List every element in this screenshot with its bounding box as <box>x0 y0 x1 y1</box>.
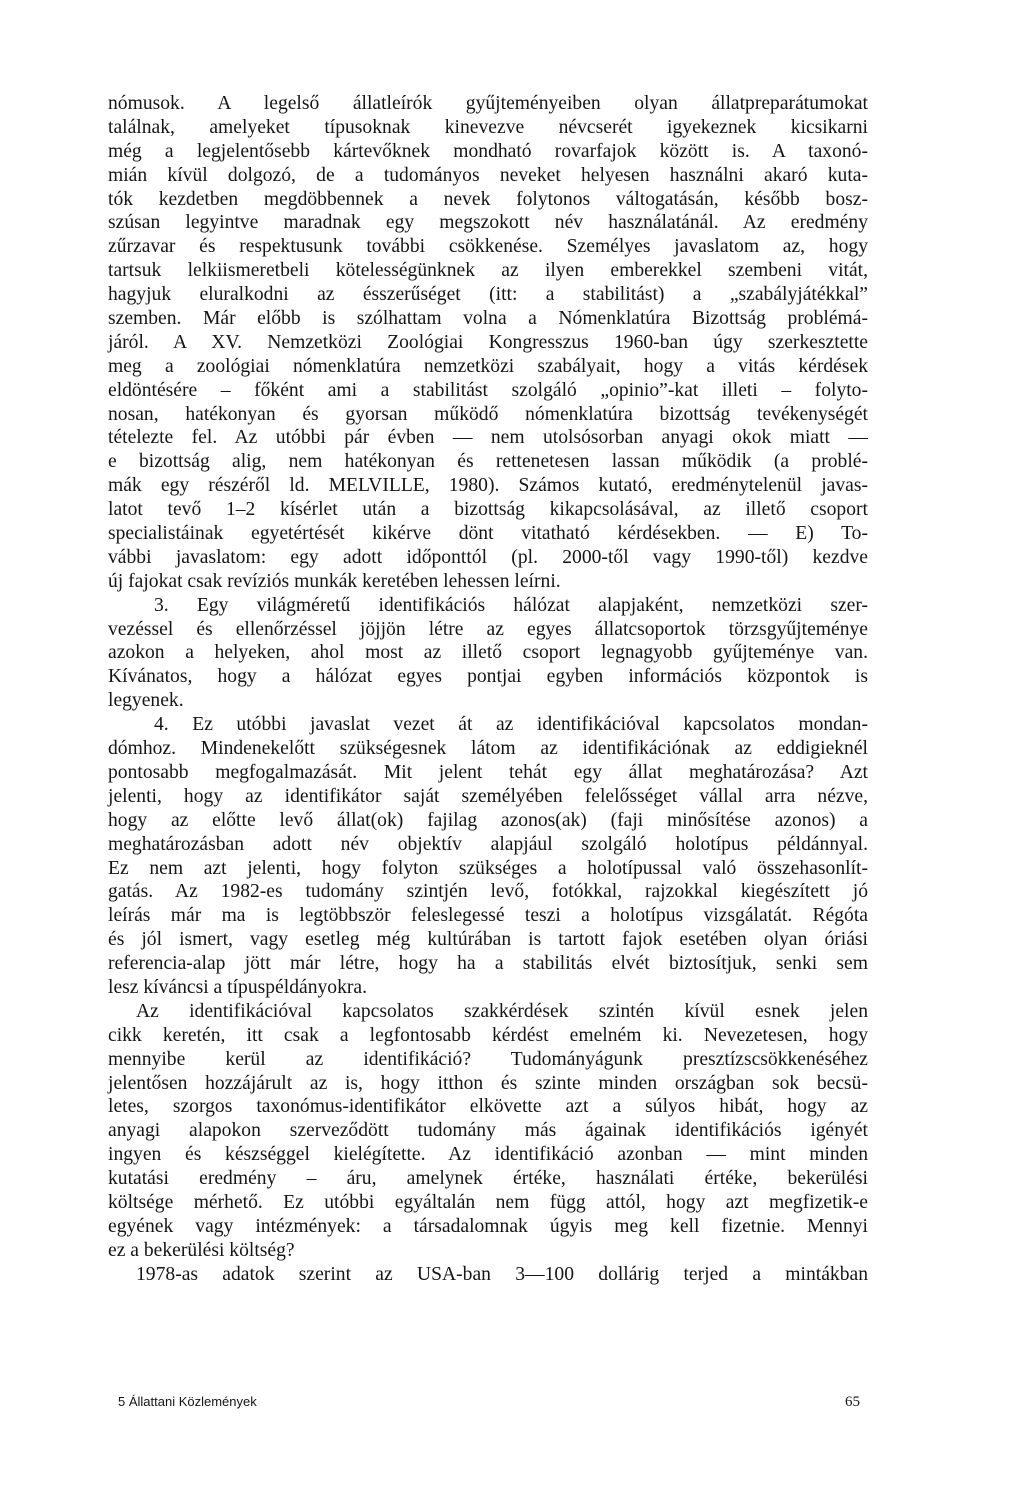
text-line: vábbi javaslatom: egy adott időponttól (pl. 2000-től vagy 1990-től) kezdve <box>108 546 868 568</box>
text-line: még a legjelentősebb kártevőknek mondható rovarfajok között is. A taxonó- <box>108 140 868 162</box>
text-line: letes, szorgos taxonómus-identifikátor elkövette azt a súlyos hibát, hogy az <box>108 1096 868 1118</box>
page-footer <box>118 1390 860 1414</box>
body-text <box>108 92 868 1287</box>
text-line: e bizottság alig, nem hatékonyan és rettenetesen lassan működik (a problé- <box>108 451 868 473</box>
text-line: mián kívül dolgozó, de a tudományos neveket helyesen használni akaró kuta- <box>108 164 868 186</box>
text-line: pontosabb megfogalmazását. Mit jelent tehát egy állat meghatározása? Azt <box>108 761 868 783</box>
text-line: szúsan legyintve maradnak egy megszokott név használatánál. Az eredmény <box>108 212 868 234</box>
text-line: 4. Ez utóbbi javaslat vezet át az identifikációval kapcsolatos mondan- <box>154 714 868 736</box>
text-line: tételezte fel. Az utóbbi pár évben — nem utolsósorban anyagi okok miatt — <box>108 427 868 449</box>
text-line: cikk keretén, itt csak a legfontosabb kérdést emelném ki. Nevezetesen, hogy <box>108 1024 868 1046</box>
text-line: mák egy részéről ld. MELVILLE, 1980). Számos kutató, eredménytelenül javas- <box>108 475 868 497</box>
text-line: nosan, hatékonyan és gyorsan működő nómenklatúra bizottság tevékenységét <box>108 403 868 425</box>
text-line: 1978-as adatok szerint az USA-ban 3—100 dollárig terjed a mintákban <box>136 1263 868 1285</box>
text-line: latot tevő 1–2 kísérlet után a bizottság kikapcsolásával, az illető csoport <box>108 499 868 521</box>
text-line: egyének vagy intézmények: a társadalomnak úgyis meg kell fizetnie. Mennyi <box>108 1215 868 1237</box>
text-line: leírás már ma is legtöbbször feleslegessé teszi a holotípus vizsgálatát. Régóta <box>108 905 868 927</box>
text-line: hogy az előtte levő állat(ok) fajilag azonos(ak) (faji minősítése azonos) a <box>108 809 868 831</box>
text-line: szemben. Már előbb is szólhattam volna a Nómenklatúra Bizottság problémá- <box>108 308 868 330</box>
text-line: új fajokat csak revíziós munkák keretében lehessen leírni. <box>108 570 561 592</box>
text-line: dómhoz. Mindenekelőtt szükségesnek látom az identifikációnak az eddigieknél <box>108 738 868 760</box>
text-line: ingyen és készséggel kielégítette. Az identifikáció azonban — mint minden <box>108 1144 868 1166</box>
text-line: jelentősen hozzájárult az is, hogy itthon és szinte minden országban sok becsü- <box>108 1072 868 1094</box>
text-line: referencia-alap jött már létre, hogy ha a stabilitás elvét biztosítjuk, senki sem <box>108 953 868 975</box>
text-line: kutatási eredmény – áru, amelynek értéke, használati értéke, bekerülési <box>108 1168 868 1190</box>
text-line: találnak, amelyeket típusoknak kinevezve névcserét igyekeznek kicsikarni <box>108 116 868 138</box>
text-line: eldöntésére – főként ami a stabilitást szolgáló „opinio”-kat illeti – folyto- <box>108 379 868 401</box>
text-line: nómusok. A legelső állatleírók gyűjteményeiben olyan állatpreparátumokat <box>108 93 868 114</box>
text-line: hagyjuk eluralkodni az ésszerűséget (itt: a stabilitást) a „szabályjátékkal” <box>108 284 868 306</box>
text-line: tartsuk lelkiismeretbeli kötelességünknek az ilyen emberekkel szembeni vitát, <box>108 260 868 282</box>
text-line: költsége mérhető. Ez utóbbi egyáltalán nem függ attól, hogy azt megfizetik-e <box>108 1191 868 1213</box>
text-line: mennyibe kerül az identifikáció? Tudományágunk presztízscsökkenéséhez <box>108 1048 868 1070</box>
signature-mark: 5 Állattani Közlemények <box>118 1394 257 1409</box>
text-line: gatás. Az 1982-es tudomány szintjén levő, fotókkal, rajzokkal kiegészített jó <box>108 881 868 903</box>
text-line: specialistáinak egyetértését kikérve dönt vitatható kérdésekben. — E) To- <box>108 523 868 545</box>
text-line: jelenti, hogy az identifikátor saját személyében felelősséget vállal arra nézve, <box>108 785 868 807</box>
text-line: zűrzavar és respektusunk további csökkenése. Személyes javaslatom az, hogy <box>108 236 868 258</box>
text-line: meg a zoológiai nómenklatúra nemzetközi szabályait, hogy a vitás kérdések <box>108 355 868 377</box>
text-line: járól. A XV. Nemzetközi Zoológiai Kongresszus 1960-ban úgy szerkesztette <box>108 331 868 353</box>
text-line: meghatározásban adott név objektív alapjául szolgáló holotípus példánnyal. <box>108 833 868 855</box>
text-line: Az identifikációval kapcsolatos szakkérdések szintén kívül esnek jelen <box>136 1000 868 1022</box>
text-line: és jól ismert, vagy esetleg még kultúrában is tartott fajok esetében olyan óriási <box>108 929 868 951</box>
text-line: tók kezdetben megdöbbennek a nevek folytonos váltogatásán, később bosz- <box>108 188 868 210</box>
text-line: anyagi alapokon szerveződött tudomány más ágainak identifikációs igényét <box>108 1120 868 1142</box>
text-line: Ez nem azt jelenti, hogy folyton szükséges a holotípussal való összehasonlít- <box>108 857 868 879</box>
text-line: azokon a helyeken, ahol most az illető csoport legnagyobb gyűjteménye van. <box>108 642 868 664</box>
text-line: lesz kíváncsi a típuspéldányokra. <box>108 976 367 998</box>
text-line: Kívánatos, hogy a hálózat egyes pontjai egyben információs központok is <box>108 666 868 688</box>
text-line: ez a bekerülési költség? <box>108 1239 295 1261</box>
text-line: vezéssel és ellenőrzéssel jöjjön létre az egyes állatcsoportok törzsgyűjteménye <box>108 618 868 640</box>
text-line: legyenek. <box>108 690 184 712</box>
text-line: 3. Egy világméretű identifikációs hálózat alapjaként, nemzetközi szer- <box>154 594 868 616</box>
page-number: 65 <box>845 1394 860 1410</box>
